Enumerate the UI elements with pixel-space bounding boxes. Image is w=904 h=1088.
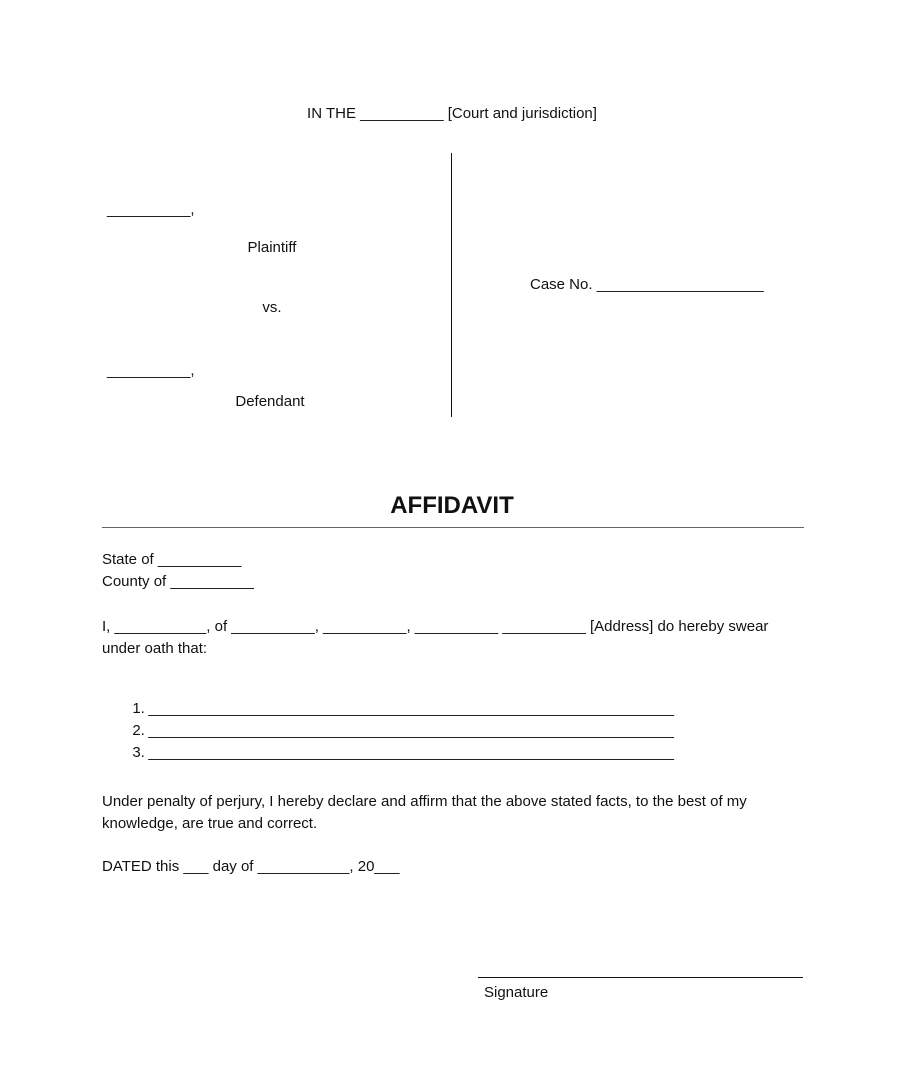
defendant-label: Defendant: [235, 393, 305, 410]
plaintiff-name-blank: __________,: [107, 201, 195, 218]
plaintiff-label: Plaintiff: [247, 239, 297, 256]
item-blank: _______________________________________________________________: [148, 700, 674, 717]
state-line: State of __________: [102, 551, 242, 568]
item-blank: _______________________________________________________________: [148, 722, 674, 739]
versus-label: vs.: [262, 299, 282, 316]
title-divider: [102, 527, 804, 528]
caption-divider: [451, 153, 452, 417]
item-number: 1.: [132, 700, 145, 717]
document-title: AFFIDAVIT: [390, 492, 514, 519]
case-number-line: Case No. ____________________: [530, 276, 764, 293]
oath-paragraph: I, ___________, of __________, __________, __________ __________ [Address] do hereby swear under oath that:: [102, 618, 769, 657]
court-line: IN THE __________ [Court and jurisdiction]: [307, 105, 597, 122]
item-blank: _______________________________________________________________: [148, 744, 674, 761]
signature-line: [478, 977, 803, 978]
statement-item: [124, 726, 674, 762]
defendant-name-blank: __________,: [107, 362, 195, 379]
signature-label: Signature: [484, 984, 549, 1001]
perjury-declaration: Under penalty of perjury, I hereby declare and affirm that the above stated facts, to the best of my knowledge, are true and correct.: [102, 793, 747, 832]
item-number: 2.: [132, 722, 145, 739]
dated-line: DATED this ___ day of ___________, 20___: [102, 858, 400, 875]
county-line: County of __________: [102, 573, 254, 590]
item-number: 3.: [132, 744, 145, 761]
